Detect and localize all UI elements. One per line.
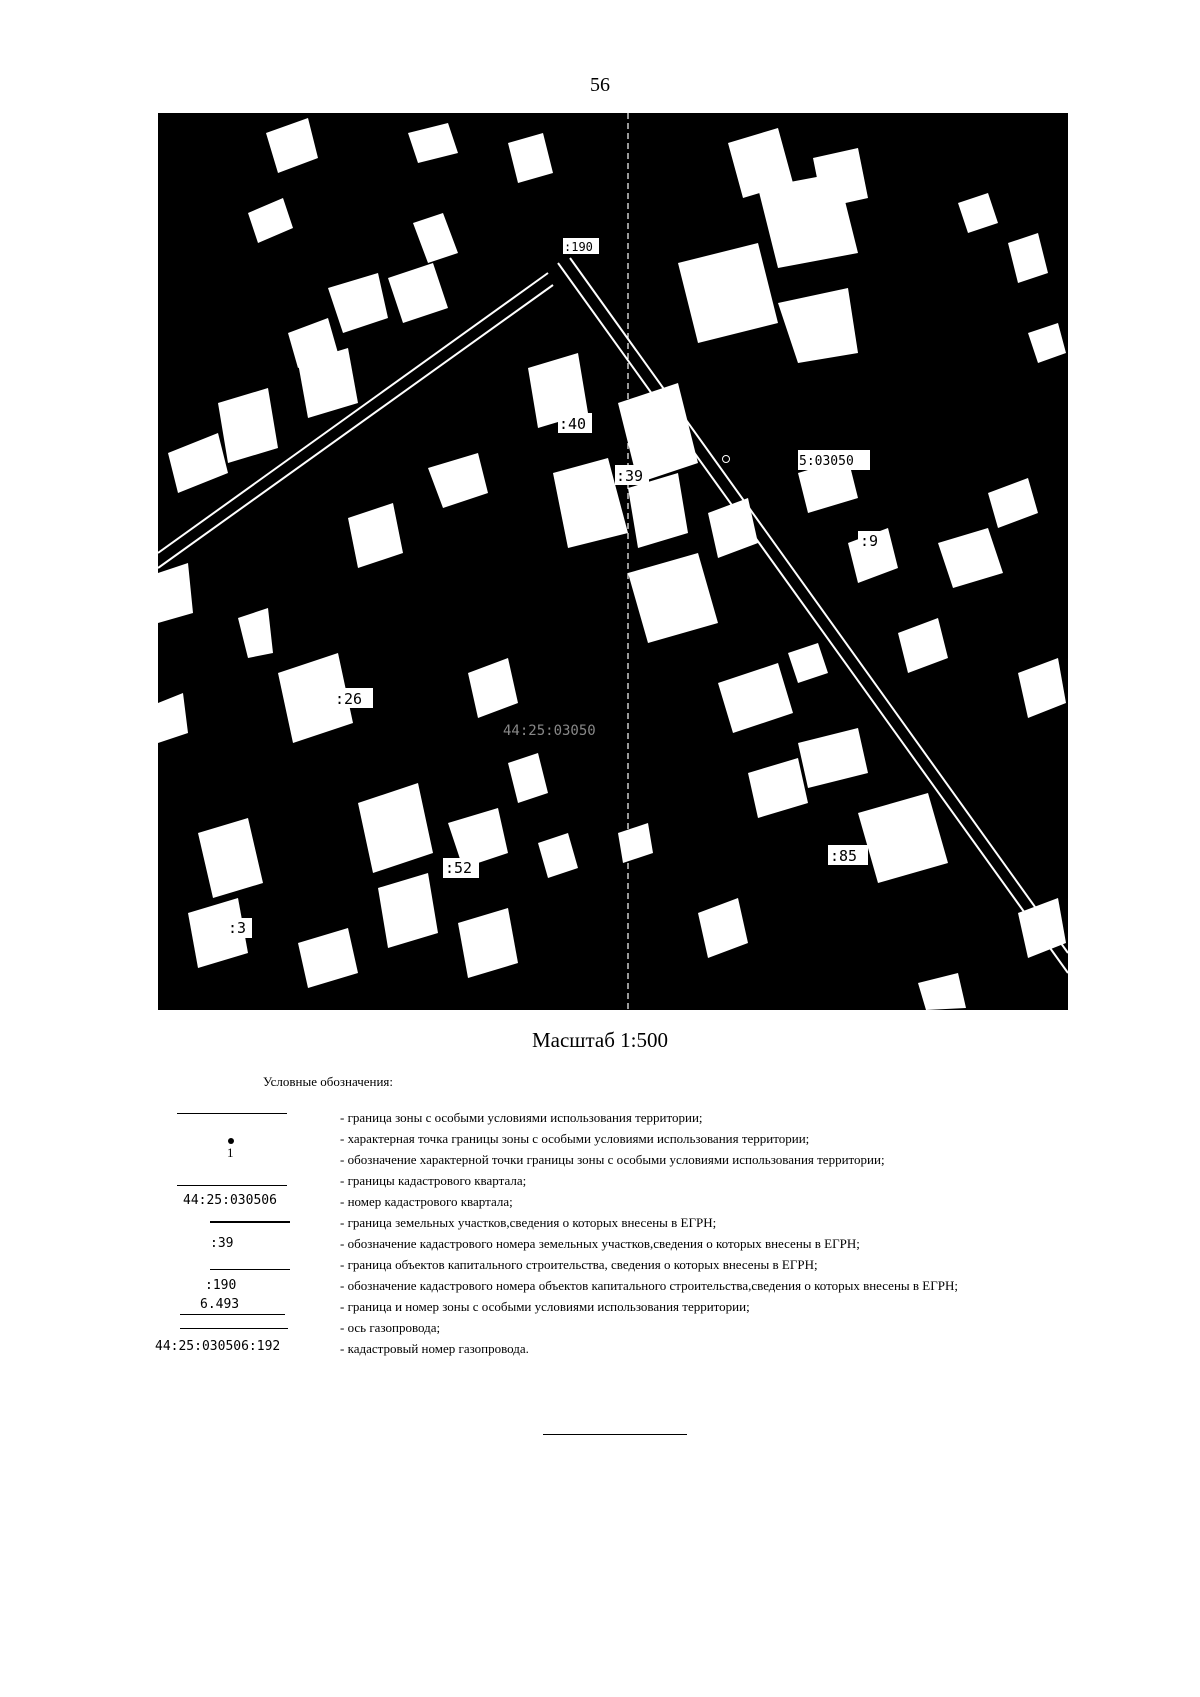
legend-row (155, 1255, 1075, 1276)
legend-description: - граница и номер зоны с особыми условиями использования территории; (340, 1299, 750, 1314)
map-label-40: :40 (559, 415, 587, 433)
legend-row (155, 1145, 1075, 1171)
legend-row (155, 1318, 1075, 1339)
legend-row (155, 1276, 1075, 1297)
legend-row (155, 1234, 1075, 1255)
map-label-39: :39 (616, 467, 644, 485)
legend-symbol-gas-pipeline-axis (155, 1318, 295, 1339)
map-label-85: :85 (830, 847, 858, 865)
legend-row (155, 1213, 1075, 1234)
legend-description: - кадастровый номер газопровода. (340, 1341, 529, 1356)
map-label-52: :52 (445, 859, 473, 877)
legend-symbol-text: 44:25:030506:192 (155, 1339, 281, 1354)
legend-symbol-text: 6.493 (200, 1297, 240, 1312)
legend-row (155, 1171, 1075, 1192)
legend-symbol-parcel-number (155, 1234, 295, 1255)
legend (155, 1108, 1075, 1360)
legend-row (155, 1108, 1075, 1129)
page-number: 56 (590, 74, 610, 96)
legend-description: - границы кадастрового квартала; (340, 1173, 527, 1188)
legend-symbol-gas-pipeline-number (155, 1339, 295, 1360)
aerial-map (158, 113, 1068, 1010)
legend-symbol-quarter-boundary (155, 1171, 295, 1192)
legend-description: - характерная точка границы зоны с особыми условиями использования территории; (340, 1131, 810, 1146)
legend-row (155, 1192, 1075, 1213)
legend-description: - обозначение кадастрового номера объектов капитального строительства,сведения о которых внесены в ЕГРН; (340, 1278, 958, 1293)
legend-symbol-text: 1 (227, 1145, 234, 1160)
legend-description: - номер кадастрового квартала; (340, 1194, 513, 1209)
legend-description: - обозначение кадастрового номера земельных участков,сведения о которых внесены в ЕГРН; (340, 1236, 860, 1251)
boundary-point-marker (723, 456, 730, 463)
legend-symbol-building-boundary (155, 1255, 295, 1276)
legend-description: - граница земельных участков,сведения о которых внесены в ЕГРН; (340, 1215, 717, 1230)
legend-row (155, 1297, 1075, 1318)
legend-symbol-parcel-boundary (155, 1213, 295, 1234)
footer-divider (543, 1434, 687, 1435)
legend-symbol-text: 44:25:030506 (183, 1193, 277, 1208)
legend-symbol-boundary-point (155, 1129, 295, 1150)
legend-symbol-text: :39 (210, 1236, 234, 1251)
legend-description: - ось газопровода; (340, 1320, 441, 1335)
legend-description: - обозначение характерной точки границы зоны с особыми условиями использования территории; (340, 1152, 885, 1167)
legend-symbol-zone-number (155, 1297, 295, 1318)
legend-symbol-building-number (155, 1276, 295, 1297)
map-label-190: :190 (564, 240, 593, 254)
legend-symbol-zone-boundary (155, 1108, 295, 1129)
map-image (158, 113, 1068, 1010)
legend-symbol-quarter-number (155, 1192, 295, 1213)
legend-description: - граница зоны с особыми условиями использования территории; (340, 1110, 703, 1125)
legend-row (155, 1339, 1075, 1360)
map-label-center: 44:25:03050 (503, 723, 596, 739)
map-label-9: :9 (860, 532, 879, 550)
legend-symbol-point-label (155, 1145, 295, 1171)
legend-row (155, 1129, 1075, 1150)
legend-symbol-text: :190 (205, 1278, 237, 1293)
map-label-quarter: 5:03050 (799, 454, 854, 469)
map-label-26: :26 (335, 690, 363, 708)
map-scale: Масштаб 1:500 (531, 1028, 668, 1052)
legend-title: Условные обозначения: (263, 1074, 394, 1089)
legend-description: - граница объектов капитального строительства, сведения о которых внесены в ЕГРН; (340, 1257, 818, 1272)
map-label-3: :3 (228, 919, 247, 937)
